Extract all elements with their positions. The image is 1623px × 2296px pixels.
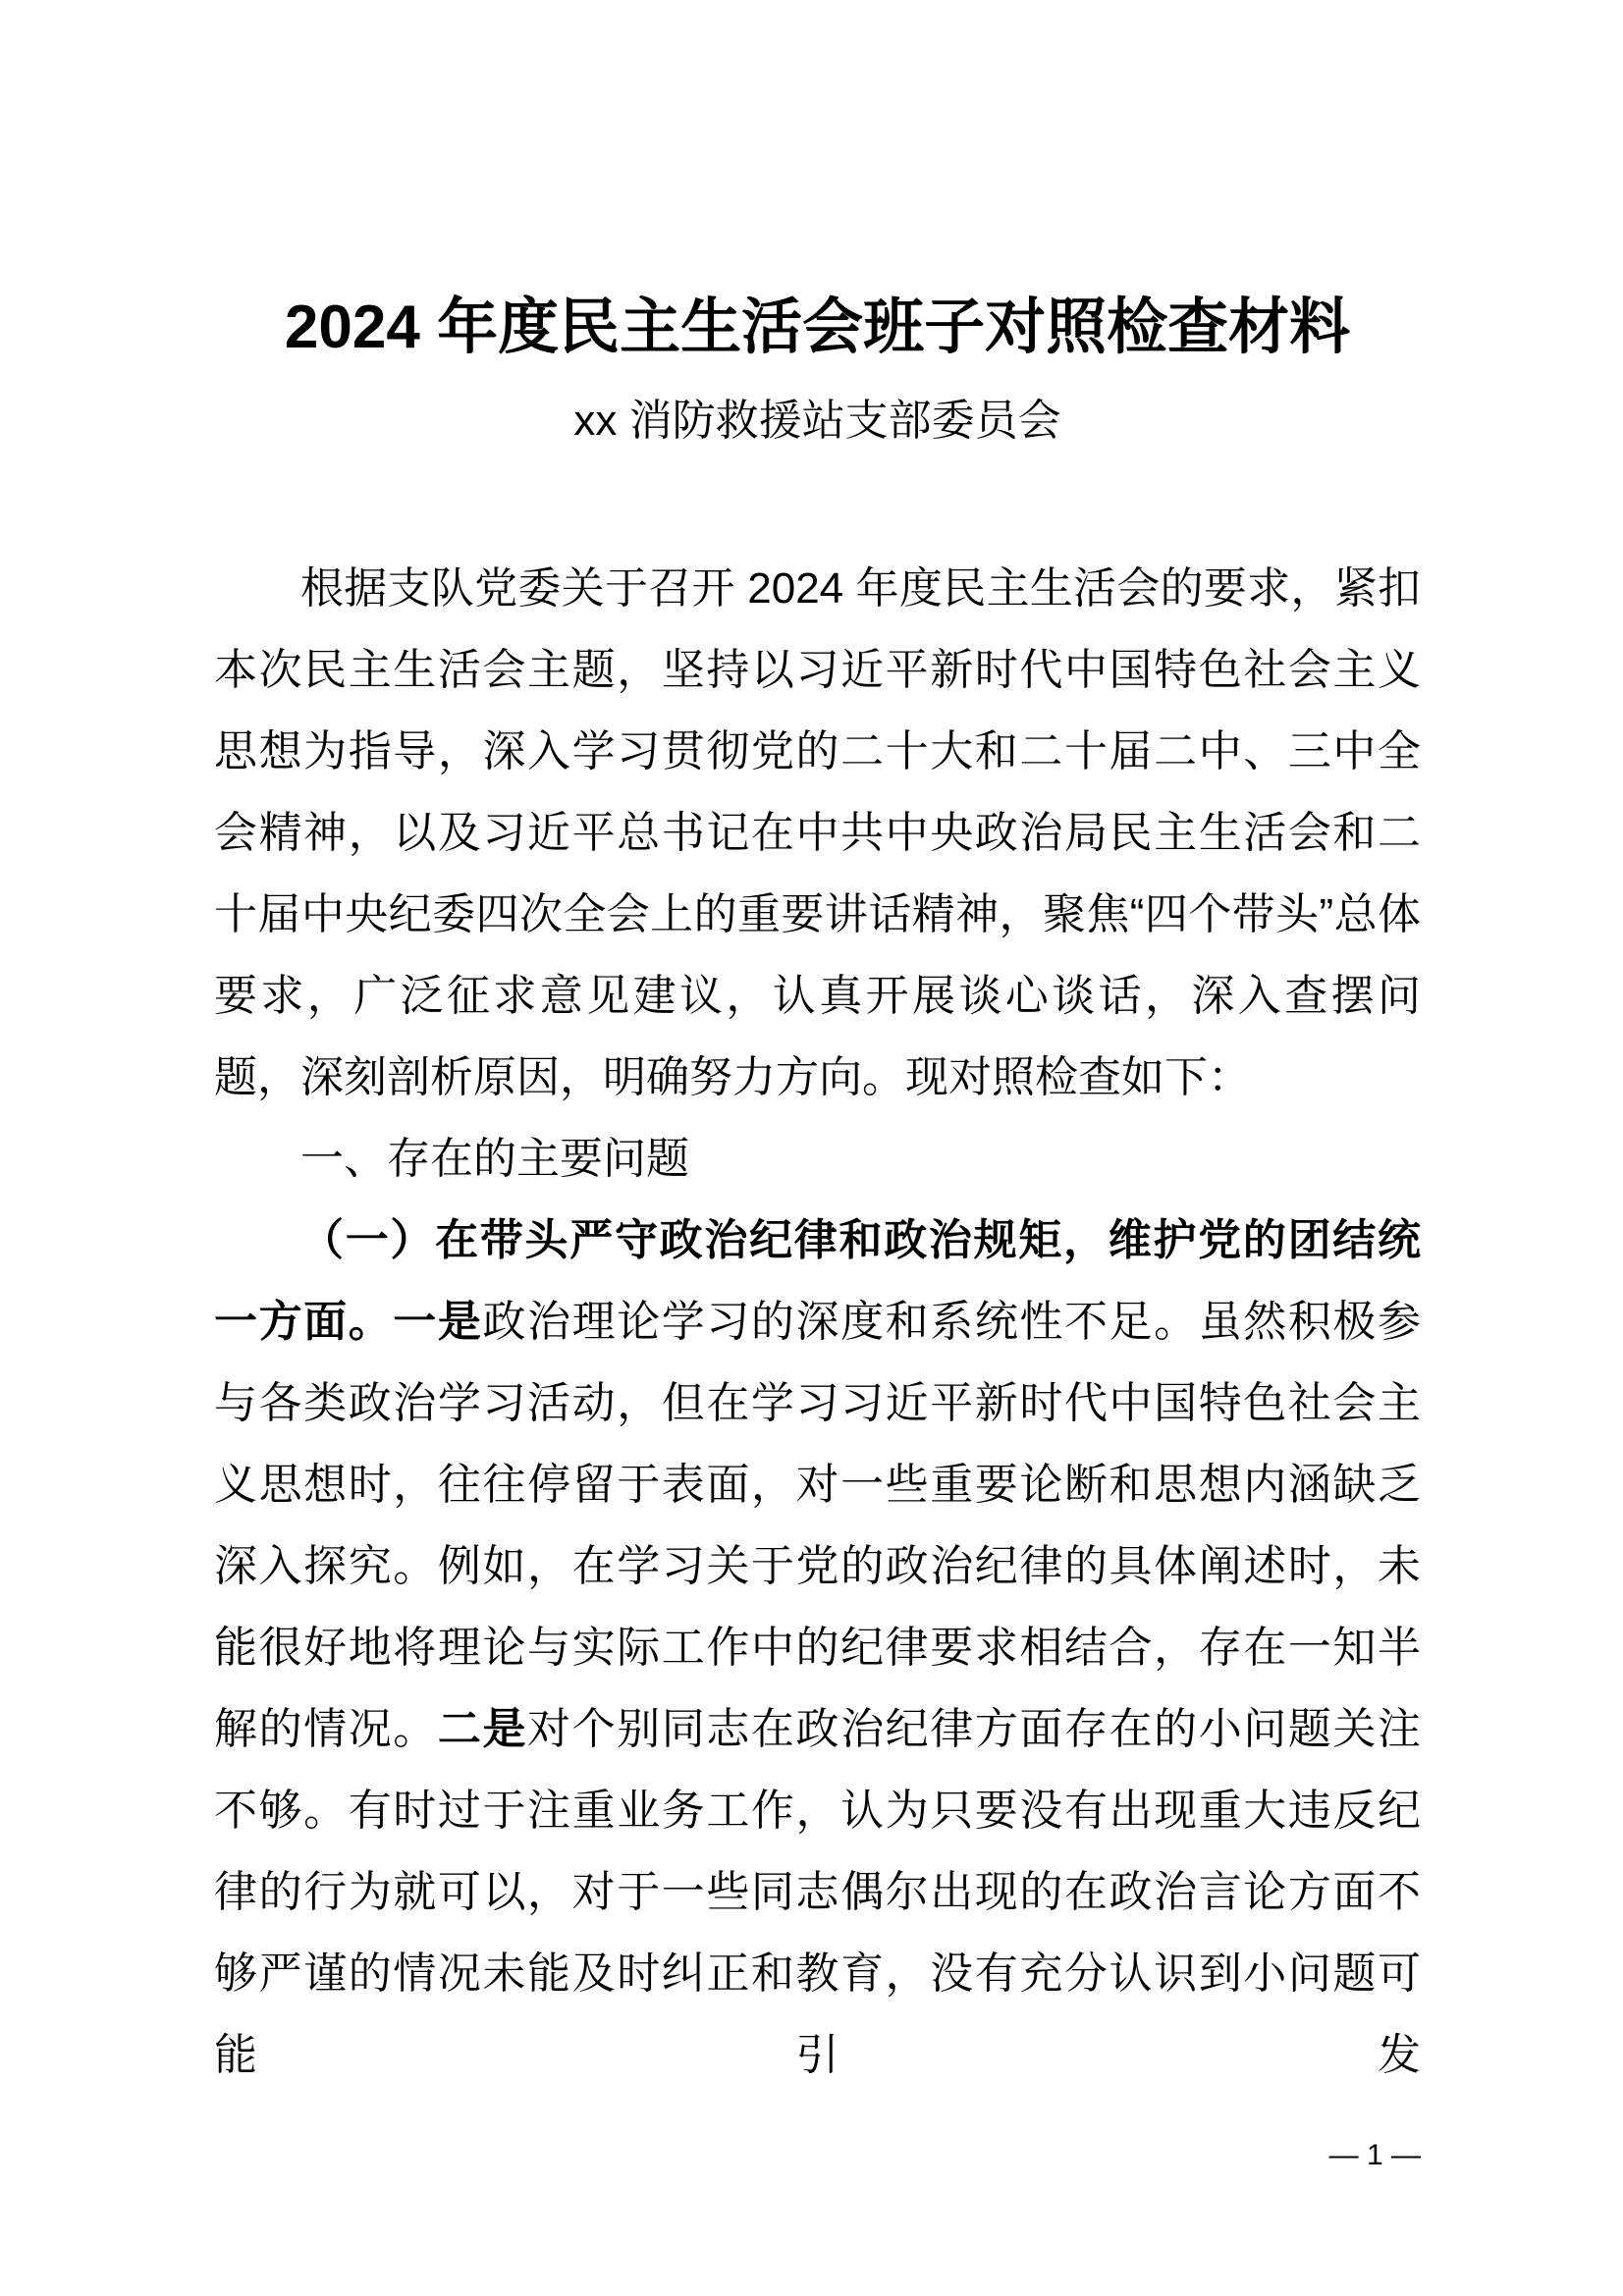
text-run: 政治理论学习的深度和系统性不足。虽然积极参与各类政治学习活动，但在学习习近平新时代中国特色社会主义思想时，往往停留于表面，对一些重要论断和思想内涵缺乏深入探究。例如，在学习关于党的政治纪律的具体阐述时，未能很好地将理论与实际工作中的纪律要求相结合，存在一知半解的情况。 [214, 1298, 1422, 1753]
text-run: （一）在带头严守政治纪律和政治规矩，维护党的团结统一方面。一是 [214, 1216, 1421, 1346]
text-run: 一、存在的主要问题 [300, 1135, 689, 1183]
paragraph [214, 548, 1421, 1118]
page-number: — 1 — [1328, 2139, 1421, 2171]
paragraph [214, 1200, 1421, 2096]
document-body [0, 548, 1623, 2096]
document-title: 2024 年度民主生活会班子对照检查材料 [284, 294, 1351, 361]
section-heading [214, 1118, 1421, 1200]
document-subtitle: xx 消防救援站支部委员会 [573, 397, 1061, 445]
text-run: 二是 [437, 1705, 528, 1753]
text-run: 根据支队党委关于召开 2024 年度民主生活会的要求，紧扣本次民主生活会主题，坚持以习近平新时代中国特色社会主义思想为指导，深入学习贯彻党的二十大和二十届二中、三中全会精神，以及习近平总书记在中共中央政治局民主生活会和二十届中央纪委四次全会上的重要讲话精神，聚焦“四个带头”总体要求，广泛征求意见建议，认真开展谈心谈话，深入查摆问题，深刻剖析原因，明确努力方向。现对照检查如下： [214, 564, 1421, 1101]
page-footer [1329, 2139, 1421, 2172]
text-run: 对个别同志在政治纪律方面存在的小问题关注不够。有时过于注重业务工作，认为只要没有出现重大违反纪律的行为就可以，对于一些同志偶尔出现的在政治言论方面不够严谨的情况未能及时纠正和教育，没有充分认识到小问题可能引发 [214, 1705, 1422, 2079]
